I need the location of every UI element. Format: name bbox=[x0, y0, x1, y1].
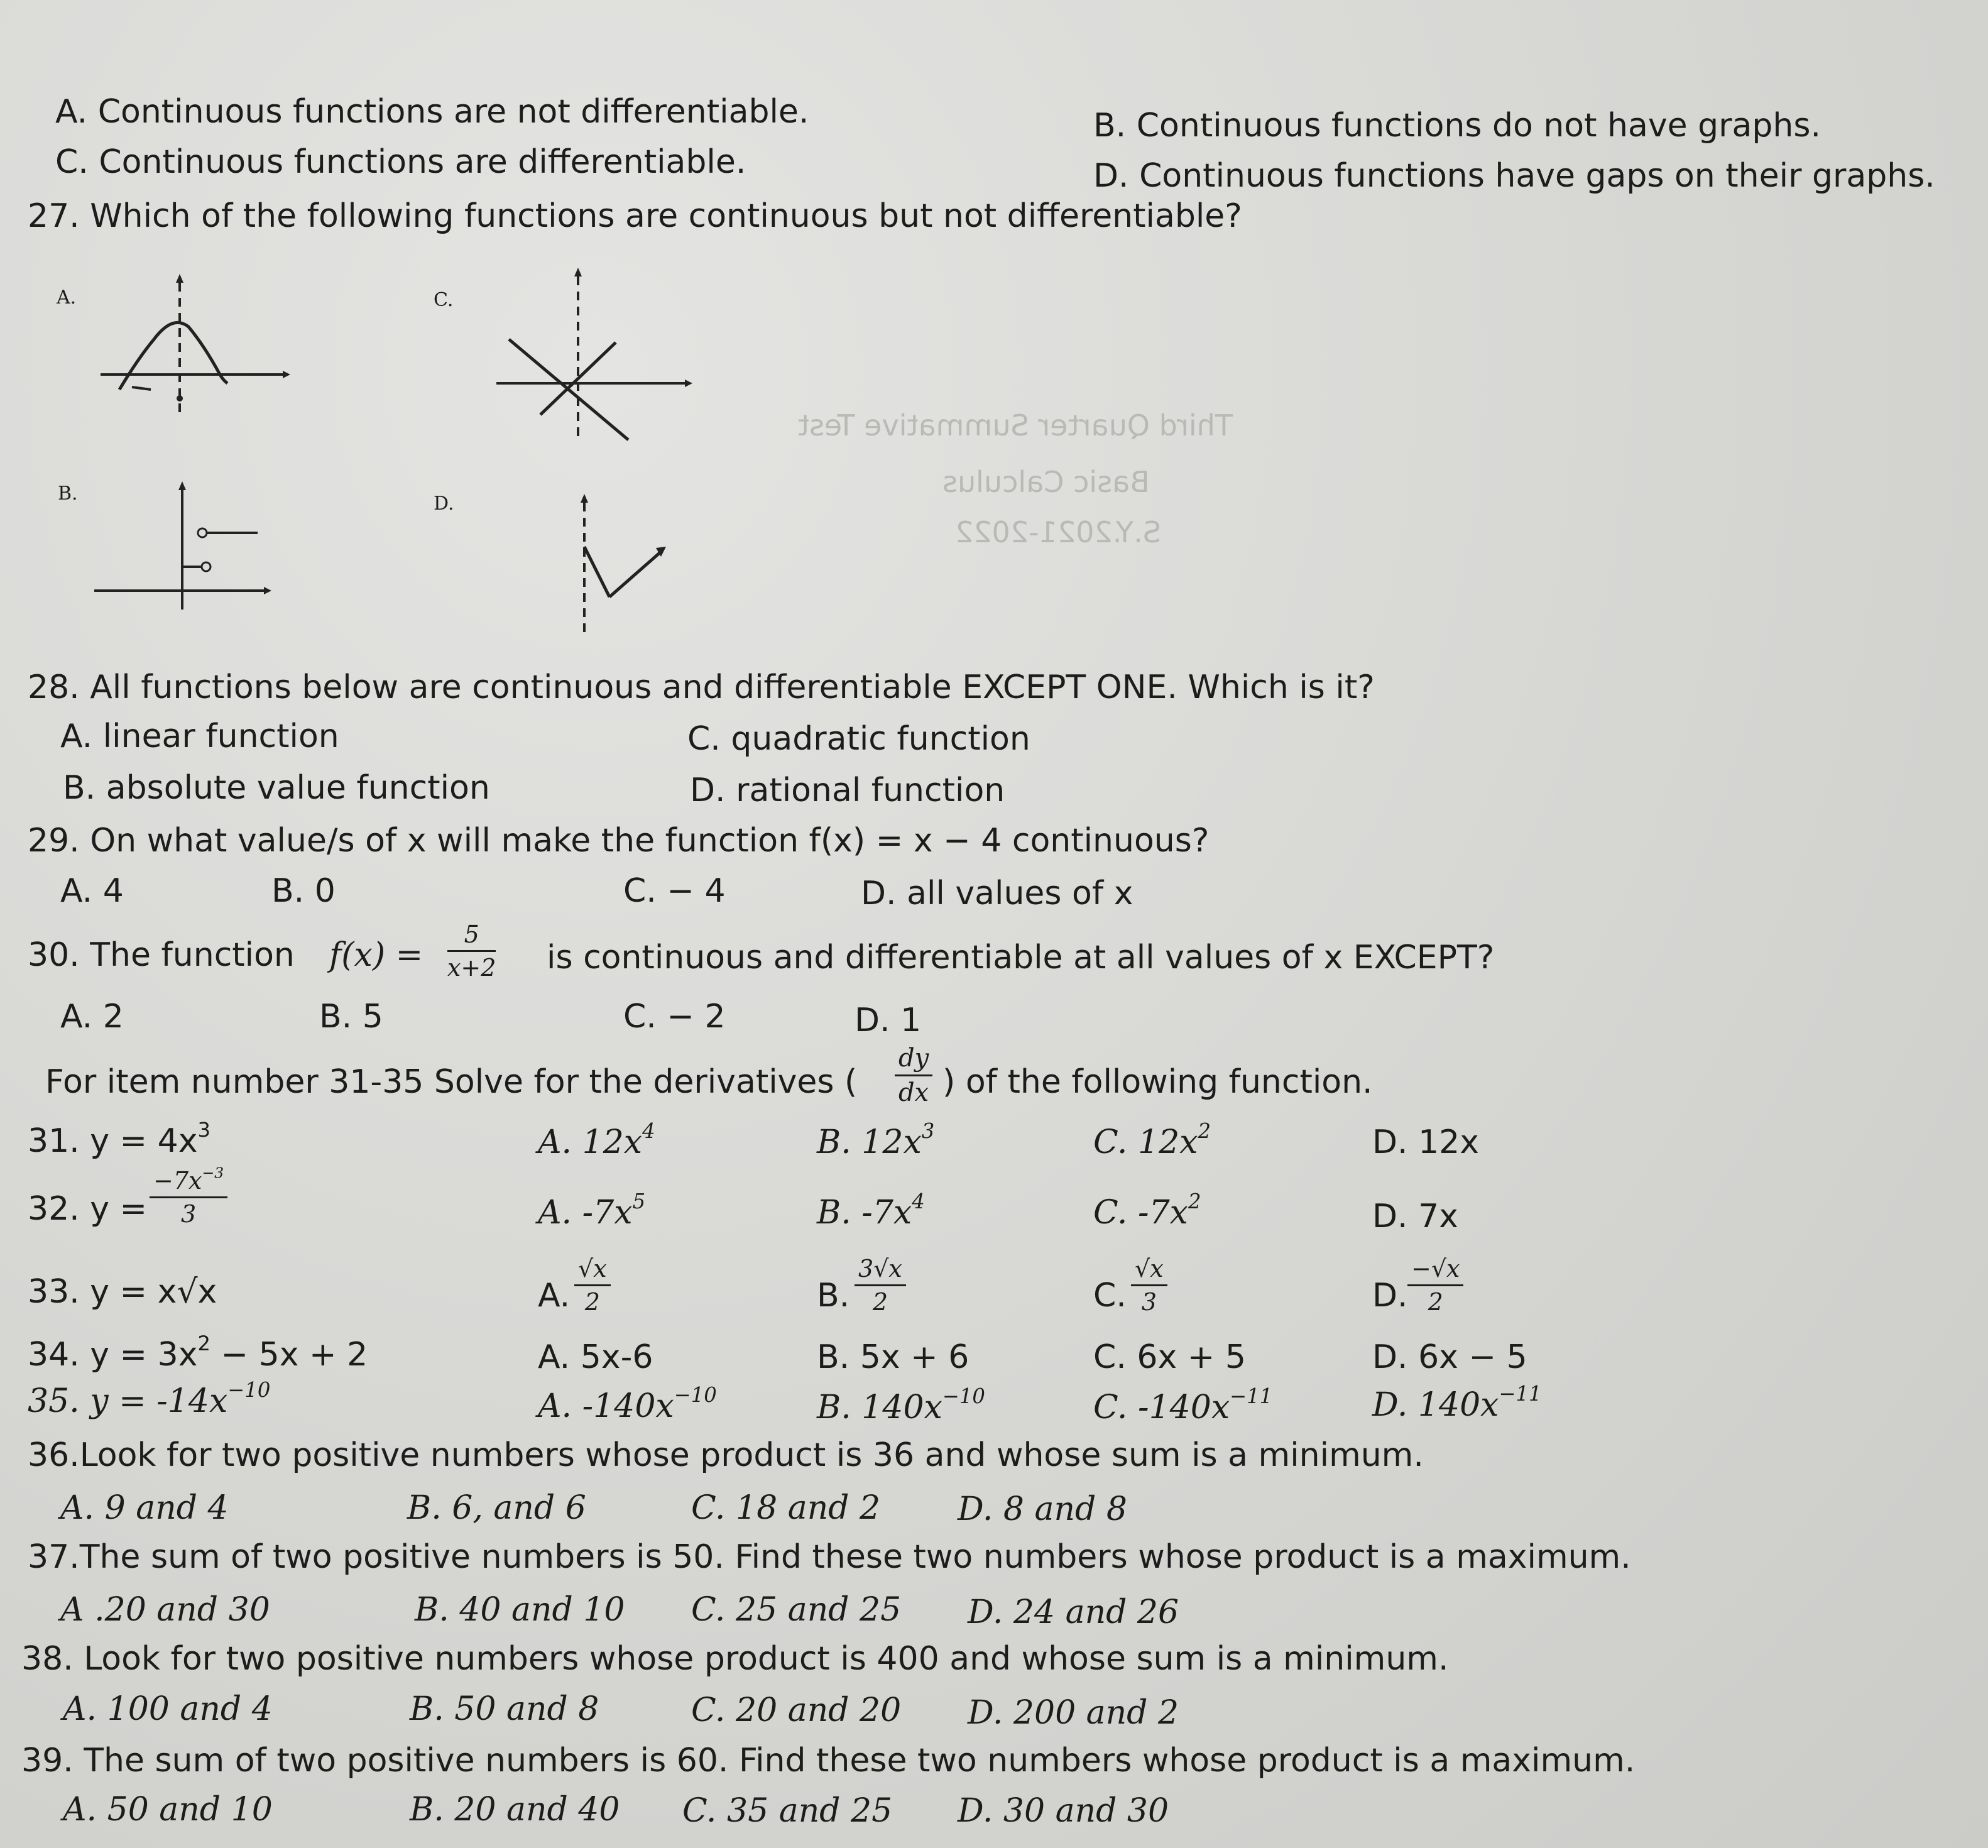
derivative-instructions-end: ) of the following function. bbox=[942, 1063, 1373, 1101]
q37-stem: 37.The sum of two positive numbers is 50. Find these two numbers whose product is a maximum. bbox=[28, 1538, 1631, 1576]
q35-equation: 35. $y = -14x^{-10}$ bbox=[28, 1377, 271, 1420]
graph-d-label: D. bbox=[434, 493, 454, 515]
q31-choice-d: D. 12x bbox=[1372, 1124, 1480, 1161]
q30-stem-start: 30. The function bbox=[28, 936, 295, 974]
q31-choice-c: C. $12x^2$ bbox=[1093, 1118, 1211, 1161]
q34-choice-b: B. 5x + 6 bbox=[817, 1338, 969, 1376]
q39-stem: 39. The sum of two positive numbers is 60. Find these two numbers whose product is a maximum. bbox=[21, 1742, 1636, 1780]
dy-dx-fraction: $\frac{dy}{dx}$ bbox=[895, 1046, 932, 1105]
q33-equation: 33. y = x√x bbox=[28, 1273, 217, 1311]
q31-choice-a: A. $12x^4$ bbox=[538, 1118, 655, 1161]
q32-equation-start: 32. y = bbox=[28, 1190, 148, 1228]
q29-choice-a: A. 4 bbox=[60, 872, 124, 910]
q38-choice-a: A. 100 and 4 bbox=[63, 1690, 273, 1728]
q37-choice-a: A .20 and 30 bbox=[60, 1591, 270, 1629]
derivative-instructions-start: For item number 31-35 Solve for the derivatives ( bbox=[45, 1063, 858, 1101]
q36-choice-a: A. 9 and 4 bbox=[60, 1489, 229, 1527]
q33-choice-d-label: D. bbox=[1372, 1277, 1408, 1315]
graph-b-label: B. bbox=[58, 483, 78, 505]
q32-choice-b: B. $-7x^4$ bbox=[817, 1189, 925, 1232]
q38-choice-b: B. 50 and 8 bbox=[410, 1690, 599, 1728]
show-through-text: Basic Calculus bbox=[942, 465, 1150, 499]
q36-stem: 36.Look for two positive numbers whose product is 36 and whose sum is a minimum. bbox=[28, 1436, 1424, 1474]
q28-choice-b: B. absolute value function bbox=[63, 769, 490, 807]
q33-choice-c-fraction: $\frac{√x}{3}$ bbox=[1131, 1257, 1167, 1314]
q35-choice-a: A. $-140x^{-10}$ bbox=[538, 1382, 717, 1425]
q38-choice-c: C. 20 and 20 bbox=[691, 1692, 902, 1729]
q27-stem: 27. Which of the following functions are continuous but not differentiable? bbox=[28, 197, 1242, 235]
q31-equation: 31. $y = 4x^3$ bbox=[28, 1117, 211, 1160]
q37-choice-d: D. 24 and 26 bbox=[968, 1594, 1179, 1631]
q38-stem: 38. Look for two positive numbers whose product is 400 and whose sum is a minimum. bbox=[21, 1640, 1449, 1678]
q30-choice-c: C. − 2 bbox=[623, 998, 726, 1036]
q33-choice-b-fraction: $\frac{3√x}{2}$ bbox=[855, 1257, 906, 1314]
q30-function: f(x) = bbox=[329, 936, 423, 974]
q33-choice-d-fraction: $\frac{-√x}{2}$ bbox=[1407, 1257, 1463, 1314]
q32-fraction: $\frac{-7x^{-3}}{3}$ bbox=[150, 1169, 227, 1226]
q35-choice-c: C. $-140x^{-11}$ bbox=[1093, 1384, 1273, 1426]
graph-a-label: A. bbox=[57, 287, 77, 309]
q26-choice-a: A. Continuous functions are not differentiable. bbox=[55, 93, 809, 131]
q26-choice-b: B. Continuous functions do not have graphs. bbox=[1093, 107, 1821, 145]
q29-choice-d: D. all values of x bbox=[861, 875, 1133, 912]
q26-choice-d: D. Continuous functions have gaps on their graphs. bbox=[1093, 157, 1935, 195]
q33-choice-c-label: C. bbox=[1093, 1277, 1127, 1315]
q28-choice-d: D. rational function bbox=[690, 772, 1005, 809]
q38-choice-d: D. 200 and 2 bbox=[968, 1694, 1179, 1732]
graph-c-label: C. bbox=[434, 289, 454, 311]
q28-stem: 28. All functions below are continuous and differentiable EXCEPT ONE. Which is it? bbox=[28, 669, 1375, 706]
q33-choice-a-fraction: $\frac{√x}{2}$ bbox=[574, 1257, 611, 1314]
q36-choice-d: D. 8 and 8 bbox=[958, 1490, 1127, 1528]
q29-choice-c: C. − 4 bbox=[623, 872, 726, 910]
graph-d bbox=[496, 478, 685, 641]
q39-choice-a: A. 50 and 10 bbox=[63, 1791, 273, 1829]
q33-choice-b-label: B. bbox=[817, 1277, 850, 1315]
q34-choice-a: A. 5x-6 bbox=[538, 1338, 653, 1376]
q32-choice-c: C. $-7x^2$ bbox=[1093, 1189, 1201, 1232]
q31-choice-b: B. $12x^3$ bbox=[817, 1118, 935, 1161]
q34-choice-c: C. 6x + 5 bbox=[1093, 1338, 1246, 1376]
q37-choice-c: C. 25 and 25 bbox=[691, 1591, 902, 1629]
q30-choice-a: A. 2 bbox=[60, 998, 124, 1036]
q30-choice-d: D. 1 bbox=[855, 1002, 922, 1039]
q36-choice-c: C. 18 and 2 bbox=[691, 1489, 881, 1527]
graph-c bbox=[484, 258, 710, 446]
q35-choice-b: B. $140x^{-10}$ bbox=[817, 1384, 985, 1426]
q35-choice-d: D. $140x^{-11}$ bbox=[1372, 1381, 1542, 1424]
show-through-text: Third Quarter Summative Test bbox=[798, 408, 1233, 442]
q33-choice-a-label: A. bbox=[538, 1277, 571, 1315]
q28-choice-c: C. quadratic function bbox=[687, 720, 1030, 758]
q34-choice-d: D. 6x − 5 bbox=[1372, 1338, 1527, 1376]
graph-a bbox=[94, 264, 308, 427]
q32-choice-d: D. 7x bbox=[1372, 1198, 1458, 1235]
q28-choice-a: A. linear function bbox=[60, 718, 339, 755]
q37-choice-b: B. 40 and 10 bbox=[415, 1591, 625, 1629]
q39-choice-b: B. 20 and 40 bbox=[410, 1791, 620, 1829]
q34-equation: 34. $y = 3x^2 - 5x + 2$ bbox=[28, 1331, 368, 1374]
q26-choice-c: C. Continuous functions are differentiable. bbox=[55, 143, 746, 181]
show-through-text: S.Y.2021-2022 bbox=[955, 515, 1161, 549]
q39-choice-c: C. 35 and 25 bbox=[682, 1792, 893, 1830]
q39-choice-d: D. 30 and 30 bbox=[958, 1792, 1169, 1830]
graph-b bbox=[94, 465, 308, 616]
q30-stem-end: is continuous and differentiable at all values of x EXCEPT? bbox=[547, 939, 1495, 976]
q29-choice-b: B. 0 bbox=[271, 872, 336, 910]
q29-stem: 29. On what value/s of x will make the function f(x) = x − 4 continuous? bbox=[28, 822, 1210, 860]
q30-choice-b: B. 5 bbox=[319, 998, 383, 1036]
q36-choice-b: B. 6, and 6 bbox=[407, 1489, 586, 1527]
q32-choice-a: A. $-7x^5$ bbox=[538, 1189, 646, 1232]
q30-fraction: $\frac{5}{x+2}$ bbox=[447, 921, 496, 981]
